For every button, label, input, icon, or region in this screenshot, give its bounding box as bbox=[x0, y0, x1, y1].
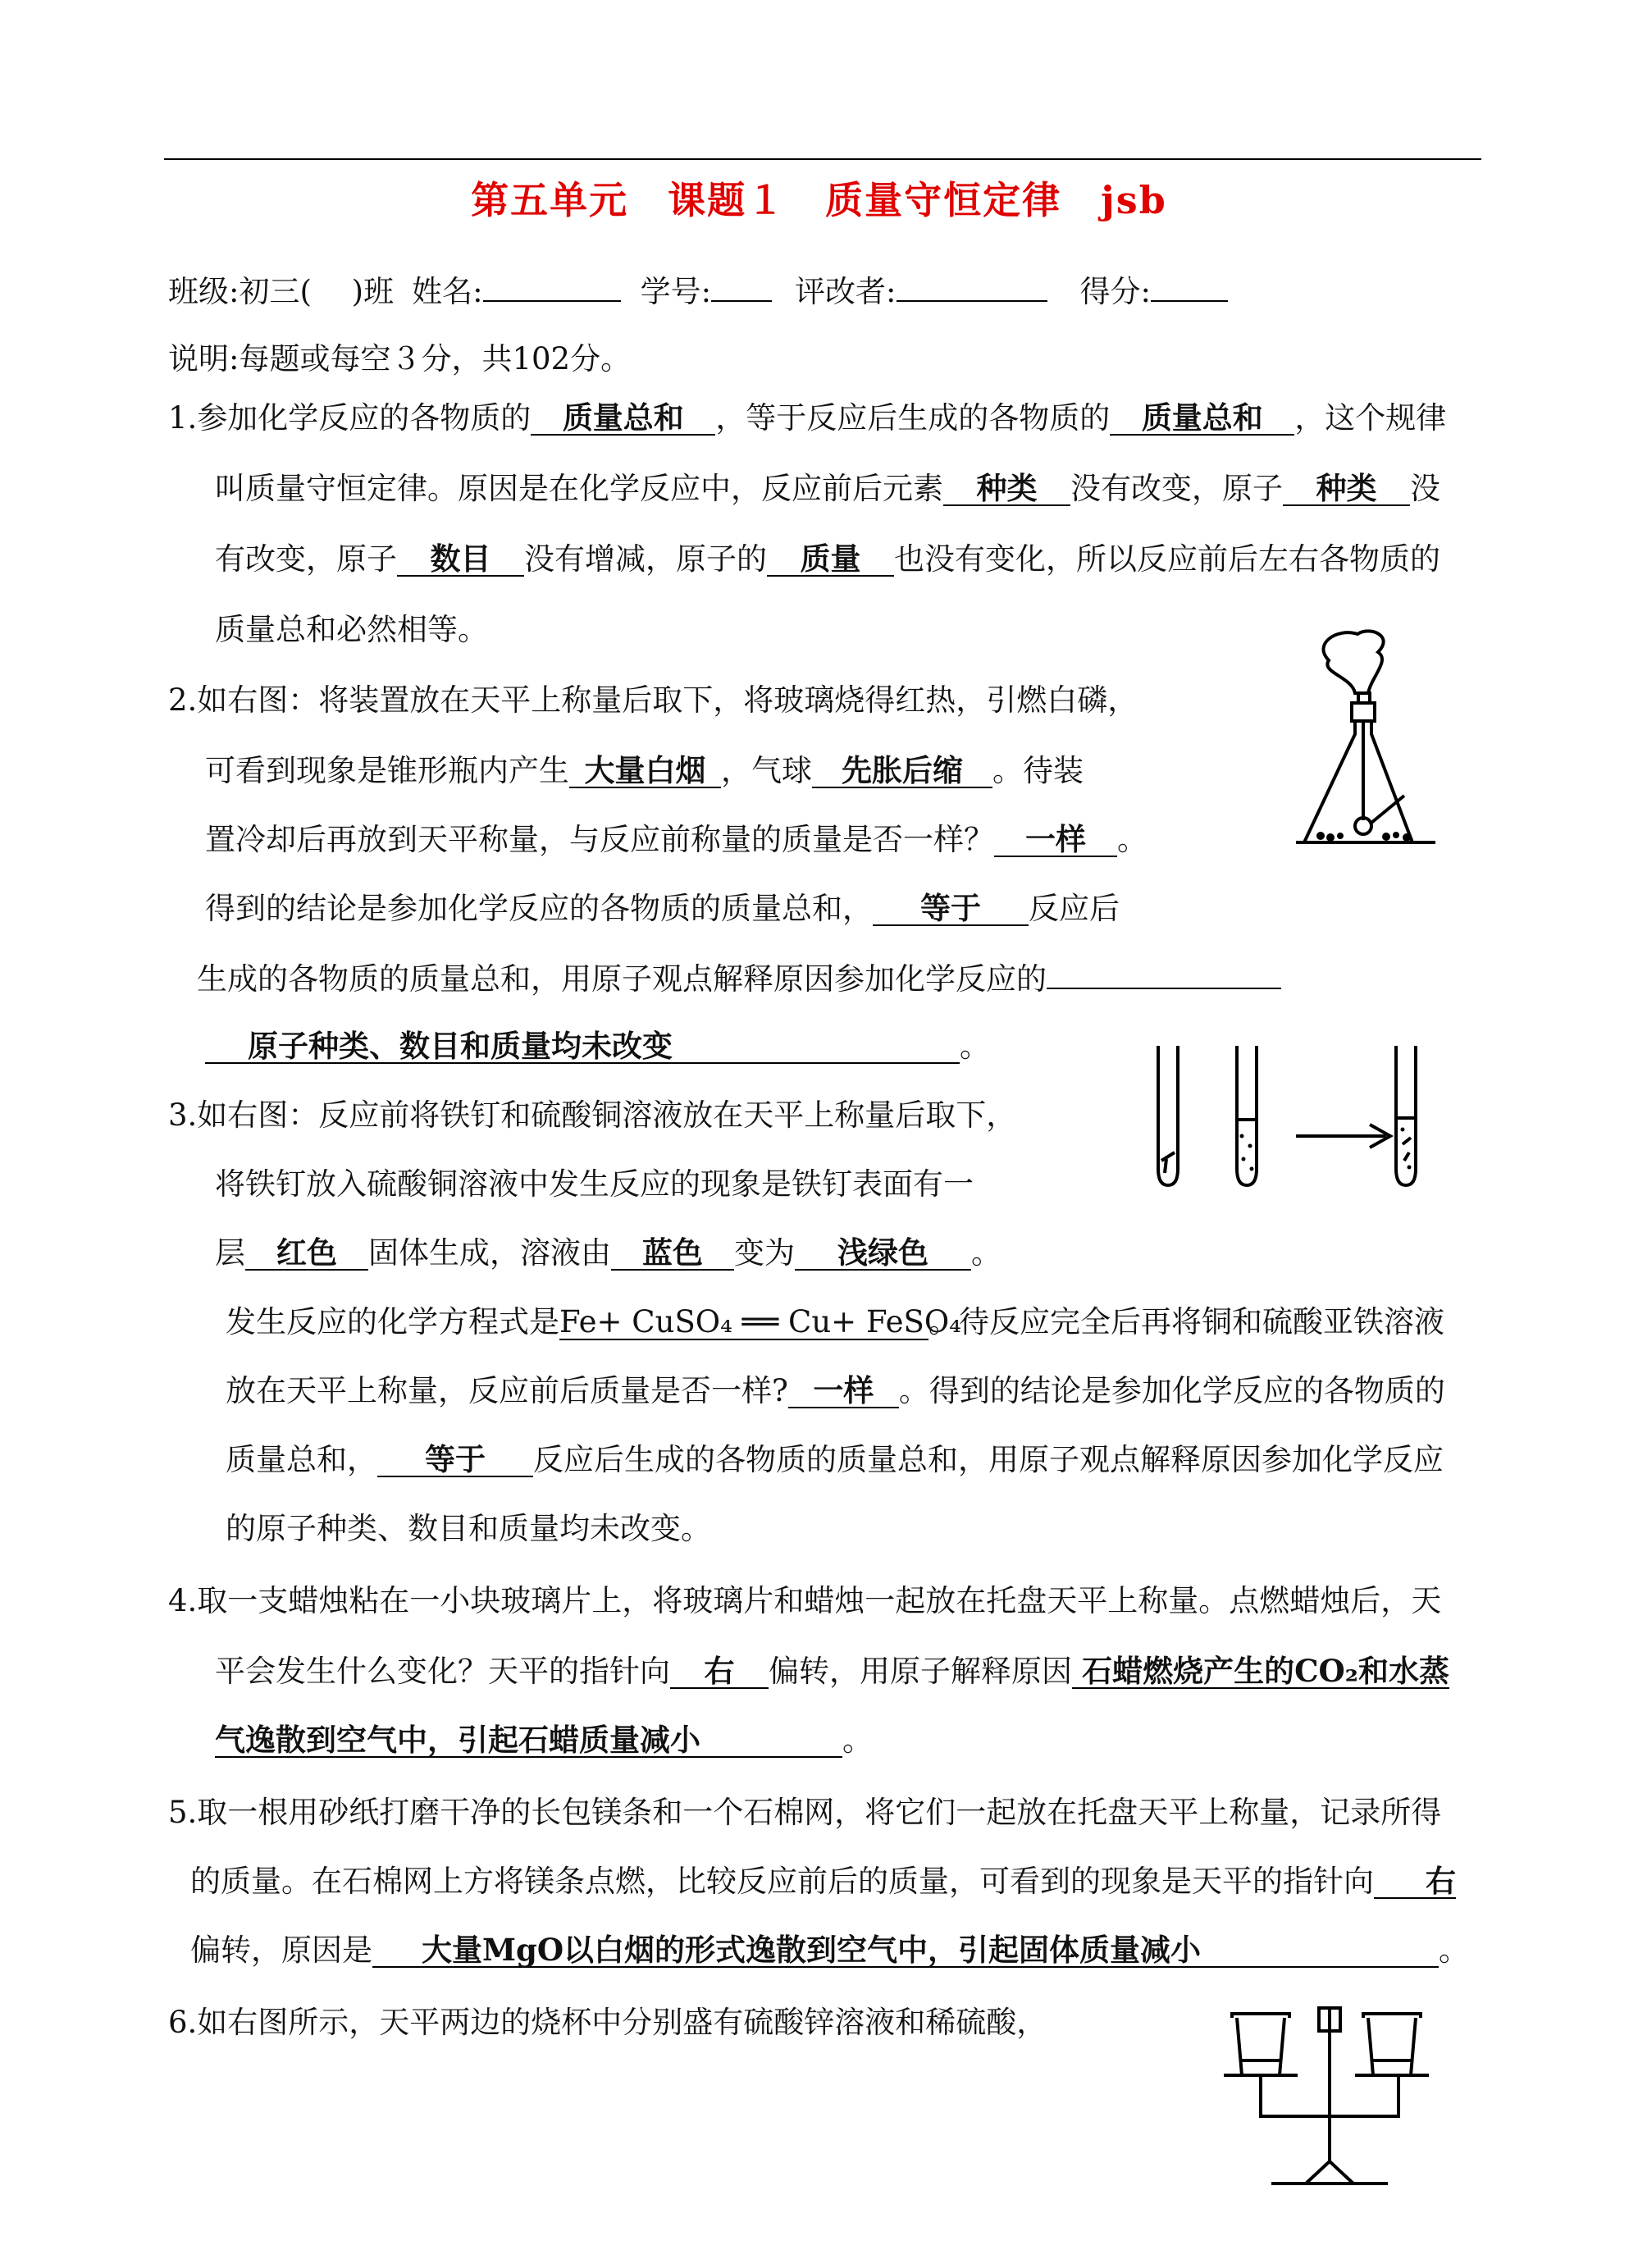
q4-answer-2: 石蜡燃烧产生的CO₂和水蒸 bbox=[1072, 1654, 1449, 1689]
q2-answer-1: 大量白烟 bbox=[569, 754, 721, 788]
q3-answer-4: 一样 bbox=[788, 1374, 899, 1408]
top-rule bbox=[164, 158, 1481, 160]
number-label: 学号: bbox=[640, 274, 712, 309]
balance-with-beakers-icon bbox=[1214, 2001, 1452, 2198]
q5-text: 偏转，原因是 bbox=[190, 1933, 372, 1968]
q5-answer-2: 大量MgO以白烟的形式逸散到空气中，引起固体质量减小 bbox=[372, 1933, 1439, 1968]
q1-answer-6: 质量 bbox=[767, 542, 894, 577]
q3-answer-1: 红色 bbox=[245, 1236, 368, 1271]
q3-line4 bbox=[226, 1304, 1444, 1340]
q3-answer-2: 蓝色 bbox=[611, 1236, 734, 1271]
q2-text: 。 bbox=[1117, 822, 1148, 857]
q3-text: 。待反应完全后再将铜和硫酸亚铁溶液 bbox=[929, 1304, 1444, 1339]
q2-answer-3: 一样 bbox=[994, 823, 1117, 857]
q2-line6 bbox=[205, 1029, 990, 1065]
q2-answer-5: 原子种类、数目和质量均未改变 bbox=[205, 1029, 960, 1064]
grader-label: 评改者: bbox=[795, 274, 897, 309]
q5-answer-1: 右 bbox=[1374, 1864, 1456, 1899]
q1-answer-2: 质量总和 bbox=[1110, 401, 1294, 436]
score-field[interactable] bbox=[1151, 272, 1228, 302]
q5-line2 bbox=[190, 1864, 1456, 1900]
q1-line2 bbox=[215, 471, 1440, 507]
q1-text: 也没有变化，所以反应前后左右各物质的 bbox=[894, 541, 1440, 577]
q3-answer-5: 等于 bbox=[377, 1443, 533, 1477]
q3-line7: 的原子种类、数目和质量均未改变。 bbox=[226, 1511, 711, 1546]
q3-line6 bbox=[226, 1442, 1444, 1478]
q4-answer-3: 气逸散到空气中，引起石蜡质量减小 bbox=[215, 1723, 842, 1758]
q3-line3 bbox=[215, 1235, 1002, 1271]
q2-line4 bbox=[205, 891, 1120, 927]
q3-equation: Fe+ CuSO₄ ══ Cu+ FeSO₄ bbox=[559, 1304, 961, 1339]
q2-text: 反应后 bbox=[1029, 891, 1120, 926]
q2-text: 置冷却后再放到天平称量，与反应前称量的质量是否一样？ bbox=[205, 822, 994, 857]
q4-line2 bbox=[215, 1654, 1449, 1690]
q2-text: 。待装 bbox=[992, 753, 1084, 788]
q5-text: 。 bbox=[1439, 1933, 1469, 1968]
q2-answer-4: 等于 bbox=[873, 892, 1029, 926]
q1-line3 bbox=[215, 541, 1440, 577]
q3-text: 反应后生成的各物质的质量总和，用原子观点解释原因参加化学反应 bbox=[533, 1442, 1444, 1477]
q3-line2: 将铁钉放入硫酸铜溶液中发生反应的现象是铁钉表面有一 bbox=[215, 1166, 974, 1202]
q1-text: ，这个规律 bbox=[1294, 400, 1447, 436]
q4-text: 。 bbox=[842, 1723, 873, 1758]
q5-text: 的质量。在石棉网上方将镁条点燃，比较反应前后的质量，可看到的现象是天平的指针向 bbox=[190, 1864, 1374, 1899]
q1-answer-5: 数目 bbox=[397, 542, 524, 577]
q2-answer-2: 先胀后缩 bbox=[812, 754, 992, 788]
q1-text: 有改变，原子 bbox=[215, 541, 397, 577]
q3-answer-3: 浅绿色 bbox=[795, 1236, 971, 1271]
q2-blank bbox=[1047, 960, 1281, 989]
q1-text: 叫质量守恒定律。原因是在化学反应中，反应前后元素 bbox=[215, 471, 943, 506]
q2-line2 bbox=[205, 753, 1084, 789]
flask-with-balloon-icon bbox=[1280, 627, 1444, 857]
test-tubes-reaction-icon bbox=[1148, 1038, 1444, 1193]
instruction-note: 说明:每题或每空３分，共102分。 bbox=[168, 341, 632, 376]
q3-text: 放在天平上称量，反应前后质量是否一样? bbox=[226, 1373, 788, 1408]
q4-answer-1: 右 bbox=[670, 1654, 769, 1689]
q1-answer-4: 种类 bbox=[1283, 472, 1410, 506]
q1-text: 没有增减，原子的 bbox=[524, 541, 767, 577]
q2-text: 得到的结论是参加化学反应的各物质的质量总和， bbox=[205, 891, 873, 926]
q6-line1: 6.如右图所示，天平两边的烧杯中分别盛有硫酸锌溶液和稀硫酸， bbox=[168, 2005, 1047, 2040]
page-title: 第五单元 课题１ 质量守恒定律 jsb bbox=[471, 178, 1167, 222]
number-field[interactable] bbox=[711, 272, 772, 302]
q3-text: 固体生成，溶液由 bbox=[368, 1235, 611, 1271]
q2-text: 可看到现象是锥形瓶内产生 bbox=[205, 753, 569, 788]
q2-line1: 2.如右图：将装置放在天平上称量后取下，将玻璃烧得红热，引燃白磷， bbox=[168, 682, 1138, 718]
q1-text: 1.参加化学反应的各物质的 bbox=[168, 400, 532, 436]
name-field[interactable] bbox=[483, 272, 621, 302]
q1-text: 没 bbox=[1410, 471, 1440, 506]
q1-line1 bbox=[168, 400, 1446, 436]
q2-text: ，气球 bbox=[721, 753, 812, 788]
q4-text: 平会发生什么变化？天平的指针向 bbox=[215, 1654, 670, 1689]
q3-text: 。得到的结论是参加化学反应的各物质的 bbox=[898, 1373, 1445, 1408]
score-label: 得分: bbox=[1079, 274, 1151, 309]
q4-line1: 4.取一支蜡烛粘在一小块玻璃片上，将玻璃片和蜡烛一起放在托盘天平上称量。点燃蜡烛后，天 bbox=[168, 1583, 1442, 1618]
q3-line5 bbox=[226, 1373, 1445, 1409]
q1-line4: 质量总和必然相等。 bbox=[215, 612, 488, 647]
q3-text: 质量总和， bbox=[226, 1442, 377, 1477]
q2-line3 bbox=[205, 822, 1148, 858]
class-label: 班级:初三( )班 bbox=[168, 274, 395, 309]
q2-text: 生成的各物质的质量总和，用原子观点解释原因参加化学反应的 bbox=[197, 961, 1047, 997]
q1-text: 没有改变，原子 bbox=[1070, 471, 1283, 506]
q3-line1: 3.如右图：反应前将铁钉和硫酸铜溶液放在天平上称量后取下， bbox=[168, 1097, 1017, 1133]
q3-text: 发生反应的化学方程式是 bbox=[226, 1304, 559, 1339]
q5-line3 bbox=[190, 1933, 1469, 1969]
q4-text: 偏转，用原子解释原因 bbox=[769, 1654, 1072, 1689]
q4-line3 bbox=[215, 1723, 873, 1759]
name-label: 姓名: bbox=[412, 274, 483, 309]
q5-line1: 5.取一根用砂纸打磨干净的长包镁条和一个石棉网，将它们一起放在托盘天平上称量，记录所得 bbox=[168, 1795, 1442, 1830]
q3-text: 。 bbox=[971, 1235, 1002, 1271]
header-line bbox=[168, 272, 1228, 310]
q2-text: 。 bbox=[960, 1029, 990, 1064]
q2-line5 bbox=[197, 960, 1281, 997]
grader-field[interactable] bbox=[897, 272, 1047, 302]
q1-answer-1: 质量总和 bbox=[531, 401, 715, 436]
q1-text: ，等于反应后生成的各物质的 bbox=[715, 400, 1111, 436]
q3-text: 变为 bbox=[734, 1235, 795, 1271]
q3-text: 层 bbox=[215, 1235, 245, 1271]
q1-answer-3: 种类 bbox=[943, 472, 1070, 506]
